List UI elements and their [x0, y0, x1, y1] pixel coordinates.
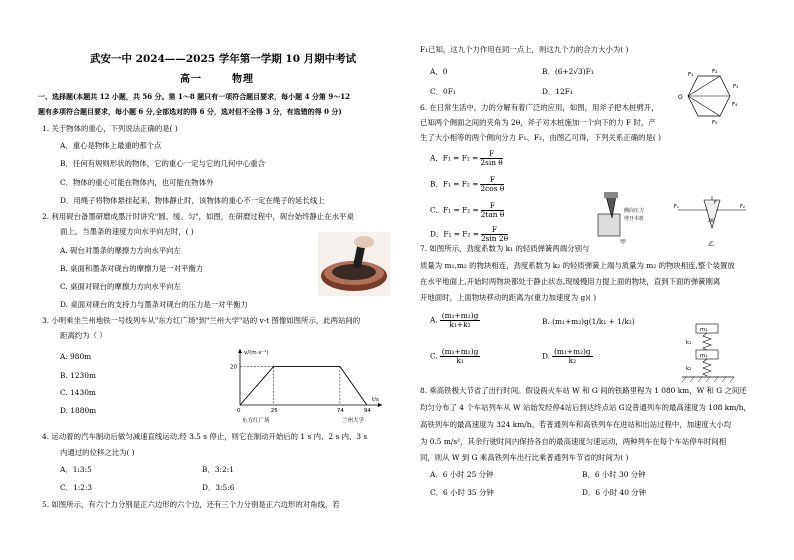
q4-stem-line2: 内通过的位移之比为( )	[60, 448, 135, 457]
wedge-label-theta: 2θ	[708, 219, 714, 224]
q3-stem-line2: 距离约为（ ）	[60, 331, 107, 340]
q4-option-b: B．3:2:1	[202, 465, 234, 474]
spring-label-k2: k₂	[686, 366, 692, 372]
q2-option-b: B. 桌面和墨条对砚台的摩擦力是一对平衡力	[60, 264, 204, 273]
x-tick-label: 74	[336, 408, 344, 414]
q8-option-b: B．6 小时 30 分钟	[582, 470, 646, 479]
q7-option-a: A. $\frac{\text{(m₁+m₂)g}}{\text{k₁+k₂}}$	[430, 311, 479, 330]
wedge-label-f: F	[714, 200, 717, 206]
q2-option-c: C. 桌面对砚台的摩擦力方向水平向左	[60, 282, 181, 291]
q3-option-b: B. 1230m	[60, 371, 96, 380]
q1-option-a: A．重心是物体上最重的那个点	[60, 141, 162, 150]
hex-label-o: O	[678, 94, 683, 101]
q7-option-b: B. (m₁+m₂)g(1/k₁ + 1/k₂)	[542, 317, 635, 326]
q8-stem-line2: 均匀分布了 4 个车站列车从 W 站始发经停4站后到达终点站 G设普通列车的最高速度为 108 km/h，	[420, 403, 751, 412]
wedge-label-f1: F₁	[674, 204, 679, 210]
vt-chart	[222, 345, 387, 427]
q4-option-a: A．1:3:5	[60, 465, 92, 474]
q3-option-a: A. 980m	[60, 352, 92, 361]
inkstone-image	[318, 232, 390, 296]
grade-label: 高一	[180, 74, 202, 85]
q8-stem-line4: 为 0.5 m/s²，其余行驶时间内保持各自的最高速度匀速运动，两种列车在每个车站停车时间相	[420, 437, 727, 446]
q8-stem-line1: 8. 乘高铁极大节省了出行时间。假设两火车站 W 和 G 间的铁路里程为 1 080 km，W 和 G 之间还	[420, 386, 747, 395]
y-tick-label: 20	[230, 364, 237, 371]
y-axis-label: v/(m·s⁻¹)	[244, 350, 269, 356]
q6-option-b: B．F₁ = F₂ = $\frac{F}{\text{2cos θ}}$	[430, 175, 505, 194]
q5-stem-line1: 5. 如图所示，有六个力分别是正六边形的六个边，还有三个力分别是正六边形的对角线，若	[42, 500, 340, 509]
exam-title: 武安一中 2024——2025 学年第一学期 10 月期中考试	[90, 53, 357, 65]
axe-label-wood: 劈开木桩	[624, 216, 645, 222]
q1-option-d: D．用绳子将物体悬挂起来，物体静止时，该物体的重心不一定在绳子的延长线上	[60, 196, 325, 205]
x-axis-label: t/s	[372, 397, 379, 403]
hex-label-f1: F₁	[688, 72, 694, 78]
q2-stem-line1: 2. 利用砚台备墨研磨成墨汁时讲究"圆、缓、匀"，如图，在研磨过程中，砚台始终静止在水平桌	[42, 212, 354, 221]
q4-option-d: D．3:5:6	[202, 483, 235, 492]
q7-stem-line1: 7. 如图所示，劲度系数为 k₁ 的轻质弹簧两端分别与	[420, 244, 590, 253]
q7-stem-line3: 在水平地面上,开始时两物块都处于静止状态,现缓慢用力提上面的物块，直到下面的弹簧刚离	[420, 277, 721, 286]
velocity-series-line	[240, 366, 367, 405]
station-label-end: 兰州大学	[342, 418, 365, 424]
spring-mass-figure	[678, 322, 738, 384]
q7-stem-line4: 开地面时，上面物块移动的距离为(重力加速度为 g)( )	[420, 293, 597, 302]
section-instructions-line2: 题有多项符合题目要求，每小题 6 分,全部选对的得 6 分，选对但不全得 3 分，有选错的得 0 分)	[38, 107, 342, 116]
section-instructions-line1: 一、选择题(本题共 12 小题，共 56 分。第 1～8 题只有一项符合题目要求，每小题 4 分第 9～12	[38, 92, 350, 101]
q7-option-d: D. $\frac{\text{(m₁+m₂)g}}{\text{k₂}}$	[542, 347, 591, 366]
x-tick-label: 25	[270, 408, 278, 414]
x-tick-label: 94	[363, 408, 371, 414]
q8-stem-line5: 同，则从 W 到 G 乘高铁列车出行比乘普通列车节省的时间为( )	[420, 453, 629, 462]
q5-stem-line2: F₁已知，这九个力作用在同一点上，则这九个力的合力大小为( )	[420, 45, 629, 54]
hex-label-f2: F₂	[712, 69, 718, 75]
axe-label-side: 侧向压力	[624, 208, 645, 214]
q8-option-a: A．6 小时 25 分钟	[430, 470, 494, 479]
spring-label-k1: k₁	[686, 340, 692, 346]
x-tick-label: 0	[237, 408, 241, 414]
spring-label-m2: m₂	[700, 353, 708, 359]
q6-stem-line2: 已知两个侧面之间的夹角为 2θ，斧子对木桩施加一个向下的力 F 时，产	[420, 118, 656, 127]
q6-option-a: A．F₁ = F₂ = $\frac{F}{\text{2sin θ}}$	[430, 149, 503, 168]
wedge-figure-yi	[672, 196, 752, 248]
station-label-start: 东方红广场	[242, 418, 270, 424]
q5-option-b: B．(6+2√3)F₁	[542, 67, 594, 76]
q6-option-c: C．F₁ = F₂ = $\frac{F}{\text{2tan θ}}$	[430, 201, 505, 220]
wedge-label-yi: 乙	[708, 241, 715, 248]
q3-stem-line1: 3. 小明乘坐兰州地铁一号线列车从"东方红广场"到"兰州大学"站的 v-t 图像如图所示，此两站间的	[42, 316, 361, 325]
q3-option-d: D. 1880m	[60, 406, 97, 415]
q1-stem: 1. 关于物体的重心，下列说法正确的是( )	[42, 124, 178, 133]
axe-label-jia: 甲	[620, 239, 627, 246]
wedge-label-f2: F₂	[740, 204, 745, 210]
hex-label-f4: F₄	[732, 102, 738, 108]
q5-option-c: C．0F₁	[430, 87, 456, 96]
q5-option-a: A．0	[430, 67, 448, 76]
spring-label-m1: m₁	[700, 327, 708, 333]
q7-stem-line2: 质量为 m₁,m₂ 的物块相连，劲度系数为 k₂ 的轻质弹簧上端与质量为 m₂ 的物块相连,整个装置放	[420, 261, 735, 270]
q2-stem-line2: 面上。当墨条的速度方向水平向左时，( )	[60, 227, 194, 236]
q4-option-c: C．1:2:3	[60, 483, 93, 492]
q6-stem-line1: 6. 在日常生活中，力的分解有着广泛的应用，如图，用斧子把木桩劈开，	[420, 103, 659, 112]
q2-option-d: D. 桌面对砚台的支持力与墨条对砚台的压力是一对平衡力	[60, 300, 248, 309]
hex-label-f5: F₅	[712, 120, 718, 126]
subject-label: 物理	[232, 74, 254, 85]
q6-stem-line3: 生了大小相等的两个侧向分力 F₁、F₂，由图乙可得，下列关系正确的是( )	[420, 133, 661, 142]
q5-option-d: D．12F₁	[542, 87, 573, 96]
q7-option-c: C. $\frac{\text{(m₁+m₂)g}}{\text{k₁}}$	[430, 347, 479, 366]
q8-stem-line3: 高铁列车的最高速度为 324 km/h。若普通列车和高铁列车在进站和出站过程中，加速度大小均	[420, 420, 731, 429]
q3-option-c: C. 1430m	[60, 388, 96, 397]
q4-stem-line1: 4. 运动着的汽车制动后做匀减速直线运动,经 3.5 s 停止，则它在制动开始后的 1 s 内、2 s 内、3 s	[42, 432, 368, 441]
hexagon-force-figure	[676, 66, 760, 126]
q6-option-d: D．F₁ = F₂ = $\frac{F}{2\sin 2\theta}$	[430, 225, 509, 244]
q8-option-c: C．6 小时 35 分钟	[430, 488, 494, 497]
q1-option-b: B．任何有规则形状的物体，它的重心一定与它的几何中心重合	[60, 159, 265, 168]
q1-option-c: C．物体的重心可能在物体内，也可能在物体外	[60, 178, 214, 187]
q8-option-d: D．6 小时 40 分钟	[582, 488, 647, 497]
axe-figure-jia	[592, 192, 672, 246]
q2-option-a: A. 砚台对墨条的摩擦力方向水平向左	[60, 246, 181, 255]
hex-label-f3: F₃	[733, 84, 739, 90]
